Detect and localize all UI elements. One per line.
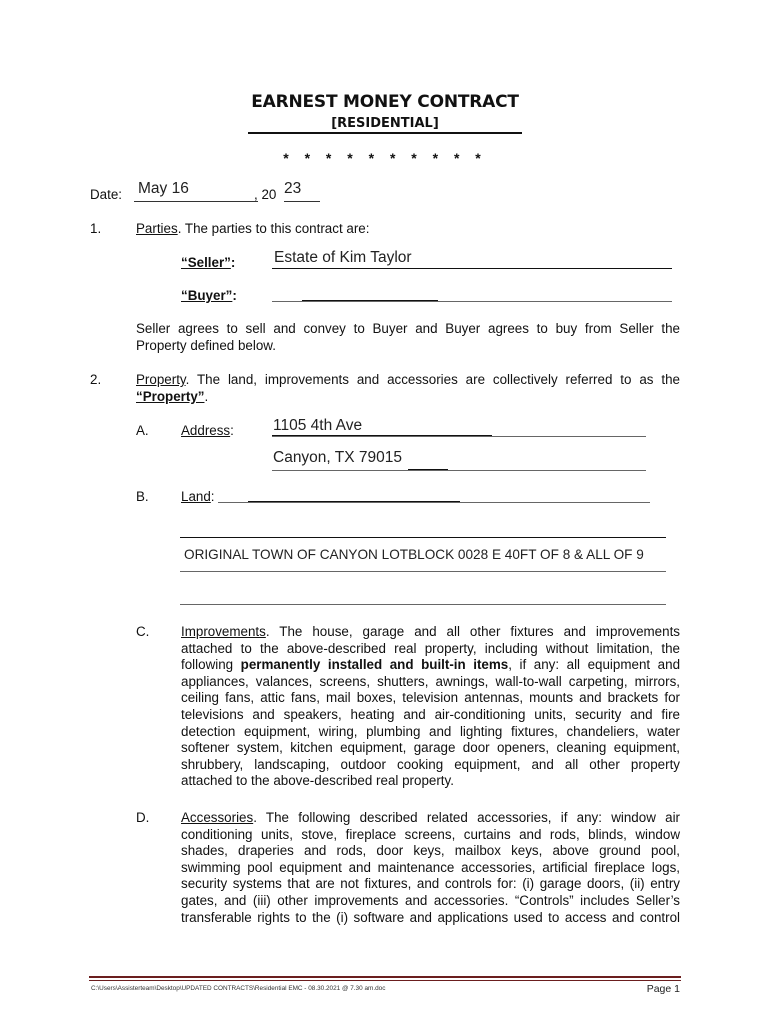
date-label: Date: xyxy=(90,187,123,202)
footer-rule xyxy=(89,976,681,978)
item-b-letter: B. xyxy=(136,489,149,504)
document-subtitle: [RESIDENTIAL] xyxy=(331,116,439,131)
date-underline xyxy=(134,201,258,202)
land-description-underline xyxy=(180,571,666,572)
item-d-letter: D. xyxy=(136,810,150,825)
footer-rule-thin xyxy=(89,980,681,981)
section1-intro: Parties. The parties to this contract are: xyxy=(136,221,370,236)
buyer-underline-dark xyxy=(302,300,438,301)
land-underline-dark xyxy=(248,501,460,502)
item-c-letter: C. xyxy=(136,624,150,639)
section2-number: 2. xyxy=(90,372,102,387)
land-label: Land: xyxy=(181,489,215,504)
date-month-day-field[interactable]: May 16 xyxy=(138,180,189,197)
land-extra-underline xyxy=(180,604,666,605)
date-year-prefix: , 20 xyxy=(254,187,277,202)
address-line2-underline-dark xyxy=(408,469,448,470)
accessories-paragraph: Accessories. The following described related accessories, if any: window air conditioning units, stove, fireplace screens, curtains and rods, blinds, window shades, draperies and rods, door keys, mailbox keys, above ground pool, swimming pool equipment and maintenance accessories, artificial fireplace logs, security systems that are not fixtures, and controls for: (i) garage doors, (ii) entry gates, and (iii) other improvements and accessories. “Controls” includes Seller’s transferable rights to the (i) software and applications used to access and control xyxy=(181,810,680,925)
footer-file-path: C:\Users\Assisterteam\Desktop\UPDATED CONTRACTS\Residential EMC - 08.30.2021 @ 7.30 am.doc xyxy=(91,985,386,992)
land-description-field[interactable]: ORIGINAL TOWN OF CANYON LOTBLOCK 0028 E 40FT OF 8 & ALL OF 9 xyxy=(184,547,644,562)
stars-divider: * * * * * * * * * * xyxy=(283,150,487,166)
section2-heading: Property xyxy=(136,372,186,387)
land-line-blank xyxy=(180,537,666,538)
buyer-label: “Buyer”: xyxy=(181,288,237,303)
section1-number: 1. xyxy=(90,221,102,236)
land-underline xyxy=(218,502,650,503)
improvements-heading: Improvements xyxy=(181,624,266,639)
seller-label: “Seller”: xyxy=(181,255,236,270)
agreement-paragraph: Seller agrees to sell and convey to Buyer and Buyer agrees to buy from Seller the Property defined below. xyxy=(136,321,680,353)
seller-underline xyxy=(272,268,672,269)
address-line2-underline xyxy=(272,470,646,471)
address-line1-field[interactable]: 1105 4th Ave xyxy=(273,417,363,434)
document-title: EARNEST MONEY CONTRACT xyxy=(251,92,519,112)
address-line1-underline-dark xyxy=(272,435,492,436)
title-underline xyxy=(248,132,522,134)
footer-page-number: Page 1 xyxy=(646,983,680,995)
section2-intro: Property. The land, improvements and accessories are collectively referred to as the “Property”. xyxy=(136,372,680,404)
section1-heading: Parties xyxy=(136,221,178,236)
accessories-heading: Accessories xyxy=(181,810,254,825)
address-line2-field[interactable]: Canyon, TX 79015 xyxy=(273,449,402,466)
seller-field[interactable]: Estate of Kim Taylor xyxy=(274,249,412,266)
improvements-paragraph: Improvements. The house, garage and all other fixtures and improvements attached to the above-described real property, including without limitation, the following permanently installed and built-in items, if any: all equipment and appliances, valances, screens, shutters, awnings, wall-to-wall carpeting, mirrors, ceiling fans, attic fans, mail boxes, television antennas, mounts and brackets for televisions and speakers, heating and air-conditioning units, security and fire detection equipment, wiring, plumbing and lighting fixtures, chandeliers, water softener system, kitchen equipment, garage door openers, cleaning equipment, shrubbery, landscaping, outdoor cooking equipment, and all other property attached to the above-described real property. xyxy=(181,624,681,789)
date-year-field[interactable]: 23 xyxy=(284,180,302,197)
buyer-underline xyxy=(272,301,672,302)
year-underline xyxy=(284,201,320,202)
item-a-letter: A. xyxy=(136,423,149,438)
address-line1-underline xyxy=(272,436,646,437)
address-label: Address: xyxy=(181,423,234,438)
